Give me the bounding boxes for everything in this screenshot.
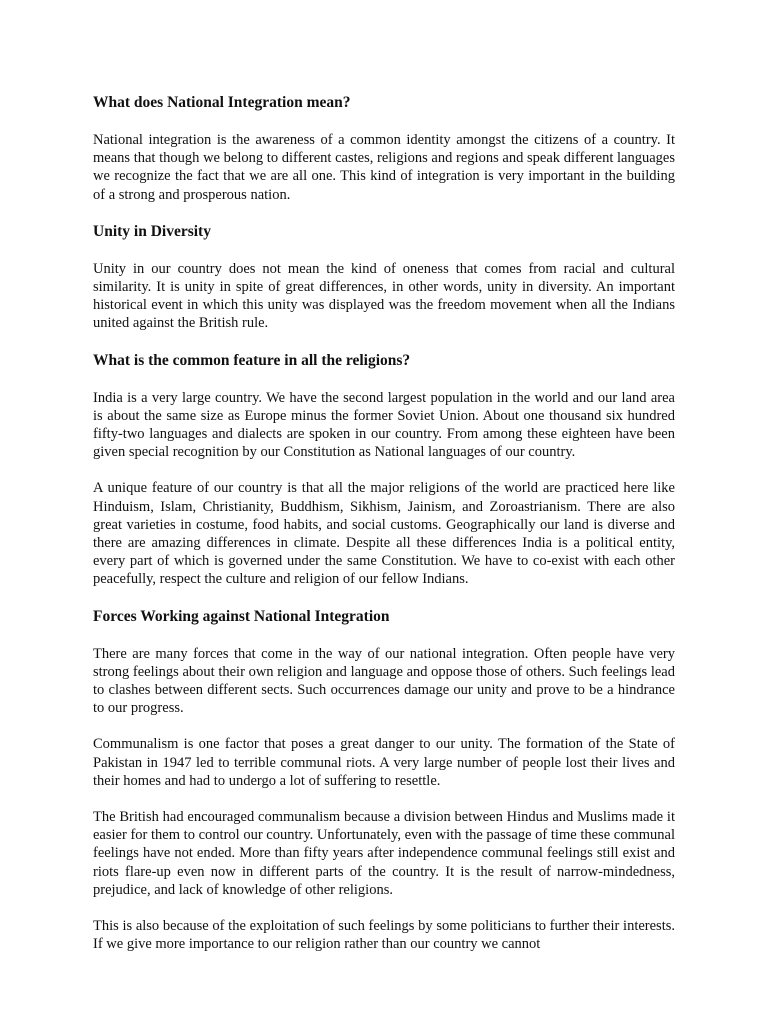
heading-unity-in-diversity: Unity in Diversity bbox=[93, 222, 211, 240]
paragraph: Communalism is one factor that poses a great danger to our unity. The formation of the State of Pakistan in 1947 led to terrible communal riots. A very large number of people lost their lives and their homes and had to undergo a lot of suffering to resettle. bbox=[93, 736, 675, 789]
paragraph: A unique feature of our country is that all the major religions of the world are practiced here like Hinduism, Islam, Christianity, Buddhism, Sikhism, Jainism, and Zoroastrianism. There are also great varieties in costume, food habits, and social customs. Geographically our land is diverse and there are amazing differences in climate. Despite all these differences India is a political entity, every part of which is governed under the same Constitution. We have to co-exist with each other peacefully, respect the culture and religion of our fellow Indians. bbox=[93, 480, 675, 588]
heading-forces-against: Forces Working against National Integration bbox=[93, 607, 390, 625]
paragraph: Unity in our country does not mean the kind of oneness that comes from racial and cultural similarity. It is unity in spite of great differences, in other words, unity in diversity. An important historical event in which this unity was displayed was the freedom movement when all the Indians united against the British rule. bbox=[93, 260, 675, 332]
heading-common-feature: What is the common feature in all the religions? bbox=[93, 351, 411, 369]
document-body bbox=[93, 93, 675, 972]
paragraph: This is also because of the exploitation of such feelings by some politicians to further their interests. If we give more importance to our religion rather than our country we cannot bbox=[93, 918, 675, 953]
paragraph: National integration is the awareness of a common identity amongst the citizens of a country. It means that though we belong to different castes, religions and regions and speak different languages we recognize the fact that we are all one. This kind of integration is very important in the building of a strong and prosperous nation. bbox=[93, 132, 675, 203]
heading-national-integration: What does National Integration mean? bbox=[93, 94, 351, 111]
paragraph: There are many forces that come in the way of our national integration. Often people have very strong feelings about their own religion and language and oppose those of others. Such feelings lead to clashes between different sects. Such occurrences damage our unity and prove to be a hindrance to our progress. bbox=[93, 645, 675, 717]
paragraph: India is a very large country. We have the second largest population in the world and our land area is about the same size as Europe minus the former Soviet Union. About one thousand six hundred fifty-two languages and dialects are spoken in our country. From among these eighteen have been given special recognition by our Constitution as National languages of our country. bbox=[93, 389, 675, 461]
paragraph: The British had encouraged communalism because a division between Hindus and Muslims made it easier for them to control our country. Unfortunately, even with the passage of time these communal feelings have not ended. More than fifty years after independence communal feelings still exist and riots flare-up even now in different parts of the country. It is the result of narrow-mindedness, prejudice, and lack of knowledge of other religions. bbox=[93, 809, 675, 898]
